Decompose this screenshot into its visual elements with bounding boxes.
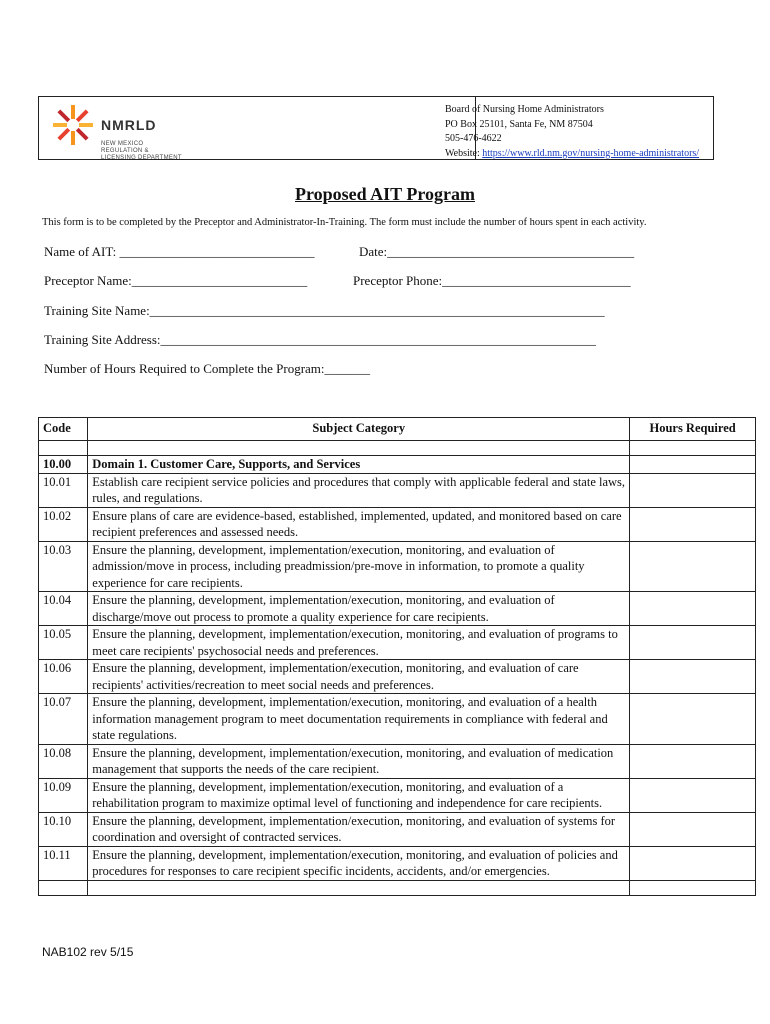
- website-link[interactable]: https://www.rld.nm.gov/nursing-home-administrators/: [482, 147, 700, 159]
- hours-cell[interactable]: [630, 812, 756, 846]
- table-header-row: [39, 418, 756, 441]
- code-column-header: Code: [39, 418, 88, 441]
- row-code: 10.10: [39, 812, 88, 846]
- domain-row: [39, 456, 756, 474]
- table-row: [39, 541, 756, 592]
- logo-text: [101, 117, 182, 162]
- row-subject: Ensure the planning, development, implementation/execution, monitoring, and evaluation of a rehabilitation program to maximize optimal level of functioning and independence for care recipients.: [88, 778, 630, 812]
- hours-required-field[interactable]: Number of Hours Required to Complete the Program:_______: [44, 361, 371, 376]
- hours-cell[interactable]: [630, 744, 756, 778]
- instructions: This form is to be completed by the Preceptor and Administrator-In-Training. The form must include the number of hours spent in each activity.: [42, 217, 647, 228]
- name-ait-field[interactable]: Name of AIT: ______________________________: [44, 244, 315, 259]
- logo-state: NEW MEXICO: [101, 141, 144, 147]
- training-site-name-field[interactable]: Training Site Name:______________________________________________________________________: [44, 303, 605, 318]
- date-field[interactable]: Date:______________________________________: [359, 244, 635, 259]
- table-row: [39, 812, 756, 846]
- blank-cell: [39, 880, 88, 895]
- table-row: [39, 592, 756, 626]
- row-code: 10.05: [39, 626, 88, 660]
- row-code: 10.07: [39, 694, 88, 745]
- board-phone: 505-476-4622: [445, 133, 502, 144]
- table-row: [39, 744, 756, 778]
- table-row: [39, 507, 756, 541]
- logo-dept-line2: LICENSING DEPARTMENT: [101, 155, 182, 161]
- row-code: 10.06: [39, 660, 88, 694]
- domain-label: Domain 1. Customer Care, Supports, and Services: [88, 456, 630, 474]
- spacer-row: [39, 441, 756, 456]
- hours-column-header: Hours Required: [630, 418, 756, 441]
- spacer-row: [39, 880, 756, 895]
- row-subject: Ensure the planning, development, implementation/execution, monitoring, and evaluation of systems for coordination and oversight of contracted services.: [88, 812, 630, 846]
- row-code: 10.04: [39, 592, 88, 626]
- row-subject: Ensure the planning, development, implementation/execution, monitoring, and evaluation of medication management that supports the needs of the care recipient.: [88, 744, 630, 778]
- row-code: 10.09: [39, 778, 88, 812]
- hours-cell[interactable]: [630, 626, 756, 660]
- logo-subtitle: [101, 141, 182, 162]
- logo-dept-line1: REGULATION &: [101, 148, 149, 154]
- logo-wordmark: NMRLD: [101, 117, 157, 133]
- row-subject: Ensure the planning, development, implementation/execution, monitoring, and evaluation of discharge/move out process to promote a quality experience for care recipients.: [88, 592, 630, 626]
- row-subject: Ensure the planning, development, implementation/execution, monitoring, and evaluation of a health information management program to meet documentation requirements in compliance with federal and state regulations.: [88, 694, 630, 745]
- ait-program-table: [38, 417, 756, 896]
- preceptor-name-field[interactable]: Preceptor Name:___________________________: [44, 273, 308, 288]
- row-code: 10.02: [39, 507, 88, 541]
- table-row: [39, 778, 756, 812]
- row-code: 10.03: [39, 541, 88, 592]
- row-code: 10.11: [39, 846, 88, 880]
- hours-cell[interactable]: [630, 507, 756, 541]
- hours-cell[interactable]: [630, 880, 756, 895]
- letterhead: [38, 96, 714, 160]
- table-row: [39, 694, 756, 745]
- hours-cell[interactable]: [630, 694, 756, 745]
- row-subject: Establish care recipient service policies and procedures that comply with applicable federal and state laws, rules, and regulations.: [88, 473, 630, 507]
- hours-cell[interactable]: [630, 778, 756, 812]
- hours-cell[interactable]: [630, 473, 756, 507]
- row-subject: Ensure plans of care are evidence-based, established, implemented, updated, and monitored based on care recipient preferences and assessed needs.: [88, 507, 630, 541]
- hours-cell[interactable]: [630, 846, 756, 880]
- blank-cell: [88, 880, 630, 895]
- subject-column-header: Subject Category: [88, 418, 630, 441]
- sunburst-logo-icon: [51, 103, 95, 147]
- row-code: 10.01: [39, 473, 88, 507]
- hours-cell[interactable]: [630, 660, 756, 694]
- hours-cell[interactable]: [630, 456, 756, 474]
- table-row: [39, 660, 756, 694]
- training-site-address-field[interactable]: Training Site Address:___________________________________________________________________: [44, 332, 597, 347]
- website-label: Website:: [445, 147, 483, 159]
- table-row: [39, 473, 756, 507]
- domain-code: 10.00: [39, 456, 88, 474]
- preceptor-phone-field[interactable]: Preceptor Phone:_____________________________: [353, 273, 631, 288]
- table-body: [39, 441, 756, 896]
- board-address: PO Box 25101, Santa Fe, NM 87504: [445, 118, 593, 130]
- row-subject: Ensure the planning, development, implementation/execution, monitoring, and evaluation of admission/move in process, including preadmission/pre-move in information, to promote a quality experience for care recipients.: [88, 541, 630, 592]
- page-title: Proposed AIT Program: [294, 184, 475, 204]
- row-subject: Ensure the planning, development, implementation/execution, monitoring, and evaluation of programs to meet care recipients' psychosocial needs and preferences.: [88, 626, 630, 660]
- row-subject: Ensure the planning, development, implementation/execution, monitoring, and evaluation of policies and procedures for responses to care recipient specific incidents, accidents, and/or emergencies.: [88, 846, 630, 880]
- hours-cell[interactable]: [630, 541, 756, 592]
- hours-cell[interactable]: [630, 592, 756, 626]
- contact-info: [445, 103, 699, 161]
- board-website: [445, 147, 699, 162]
- row-subject: Ensure the planning, development, implementation/execution, monitoring, and evaluation of care recipients' activities/recreation to meet social needs and preferences.: [88, 660, 630, 694]
- table-row: [39, 626, 756, 660]
- board-name: Board of Nursing Home Administrators: [445, 104, 604, 115]
- row-code: 10.08: [39, 744, 88, 778]
- form-revision: NAB102 rev 5/15: [42, 945, 134, 959]
- table-row: [39, 846, 756, 880]
- nmrld-logo: [51, 103, 211, 161]
